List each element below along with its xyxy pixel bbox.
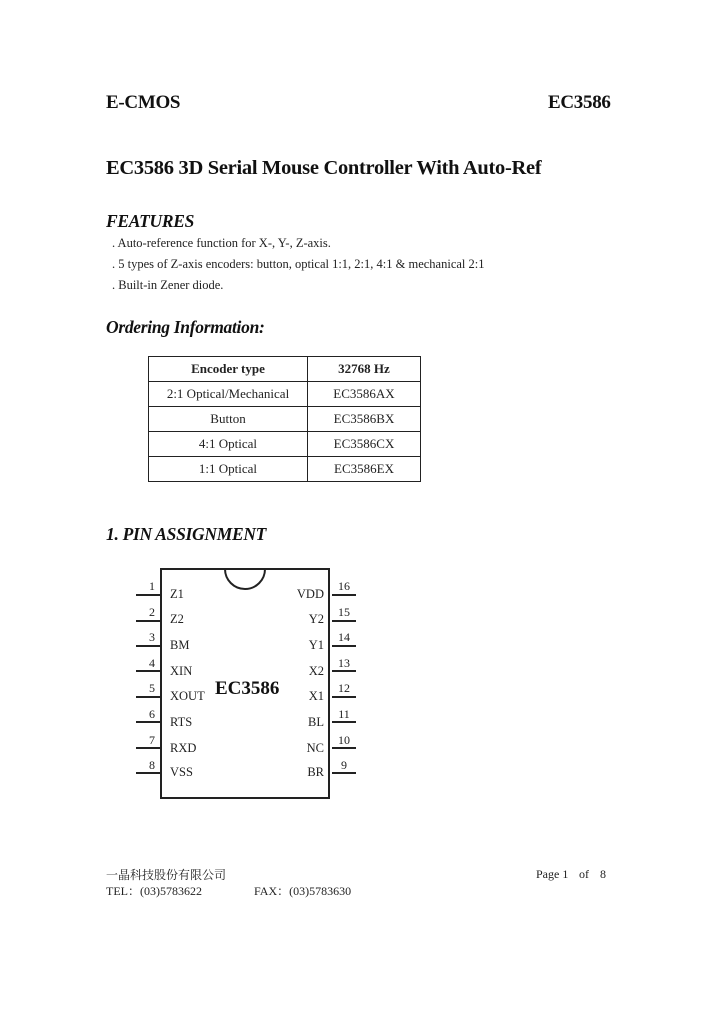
pin-name: Z1 (170, 587, 184, 601)
pin-name: BM (170, 638, 190, 652)
pin-name: X1 (308, 689, 324, 703)
page-total: 8 (600, 867, 606, 881)
footer-fax: FAX：(03)5783630 (254, 884, 352, 898)
pin-name: VSS (170, 765, 193, 779)
pin-name: Y2 (308, 612, 324, 626)
pin-number: 6 (149, 707, 155, 721)
table-row (149, 432, 421, 457)
table-row (149, 407, 421, 432)
page-of-label: of (579, 867, 589, 881)
pin-name: BR (307, 765, 324, 779)
feature-item: . Auto-reference function for X-, Y-, Z-axis. (112, 236, 331, 250)
table-cell: EC3586CX (308, 432, 421, 457)
pin-lead (136, 594, 160, 596)
pin-number: 2 (149, 605, 155, 619)
column-header-encoder: Encoder type (149, 357, 308, 382)
table-cell: 1:1 Optical (149, 457, 308, 482)
table-cell: EC3586EX (308, 457, 421, 482)
pin-name: Z2 (170, 612, 184, 626)
company-name: E-CMOS (106, 92, 181, 113)
features-heading: FEATURES (106, 211, 195, 231)
table-cell: Button (149, 407, 308, 432)
pin-number: 8 (149, 758, 155, 772)
pin-lead (332, 645, 356, 647)
pin-number: 4 (149, 656, 155, 670)
ordering-heading: Ordering Information: (106, 317, 265, 337)
pin-number: 11 (338, 707, 350, 721)
table-row (149, 457, 421, 482)
pin-lead (136, 645, 160, 647)
pin-name: Y1 (308, 638, 324, 652)
pin-name: RTS (170, 715, 193, 729)
pin-number: 7 (149, 733, 155, 747)
pin-lead (332, 696, 356, 698)
pin-name: XOUT (170, 689, 205, 703)
pin-number: 1 (149, 579, 155, 593)
pin-number: 12 (338, 681, 350, 695)
footer-company: 一晶科技股份有限公司 (106, 868, 227, 882)
pin-name: BL (308, 715, 324, 729)
pin-number: 16 (338, 579, 350, 593)
table-row (149, 382, 421, 407)
footer-tel: TEL：(03)5783622 (106, 884, 202, 898)
pin-number: 10 (338, 733, 350, 747)
table-header-row (149, 357, 421, 382)
pin-number: 5 (149, 681, 155, 695)
pin-lead (332, 620, 356, 622)
part-number: EC3586 (548, 92, 611, 113)
pin-number: 13 (338, 656, 350, 670)
table-cell: 2:1 Optical/Mechanical (149, 382, 308, 407)
table-cell: EC3586BX (308, 407, 421, 432)
pin-number: 14 (338, 630, 350, 644)
pin-number: 15 (338, 605, 350, 619)
chip-label: EC3586 (215, 678, 280, 699)
table-cell: EC3586AX (308, 382, 421, 407)
pin-lead (136, 620, 160, 622)
pin-number: 3 (149, 630, 155, 644)
pin-lead (332, 594, 356, 596)
table-cell: 4:1 Optical (149, 432, 308, 457)
page-number: Page 1 (536, 867, 569, 881)
pin-name: XIN (170, 664, 193, 678)
feature-item: . Built-in Zener diode. (112, 278, 224, 292)
pin-name: RXD (170, 741, 197, 755)
column-header-frequency: 32768 Hz (308, 357, 421, 382)
pin-assignment-heading: 1. PIN ASSIGNMENT (106, 524, 267, 544)
feature-item: . 5 types of Z-axis encoders: button, optical 1:1, 2:1, 4:1 & mechanical 2:1 (112, 257, 485, 271)
ordering-table (148, 356, 421, 482)
document-title: EC3586 3D Serial Mouse Controller With Auto-Ref (106, 157, 542, 179)
pin-name: NC (306, 741, 324, 755)
pin-name: VDD (296, 587, 324, 601)
pin-number: 9 (341, 758, 347, 772)
pin-lead (136, 696, 160, 698)
pin-name: X2 (308, 664, 324, 678)
